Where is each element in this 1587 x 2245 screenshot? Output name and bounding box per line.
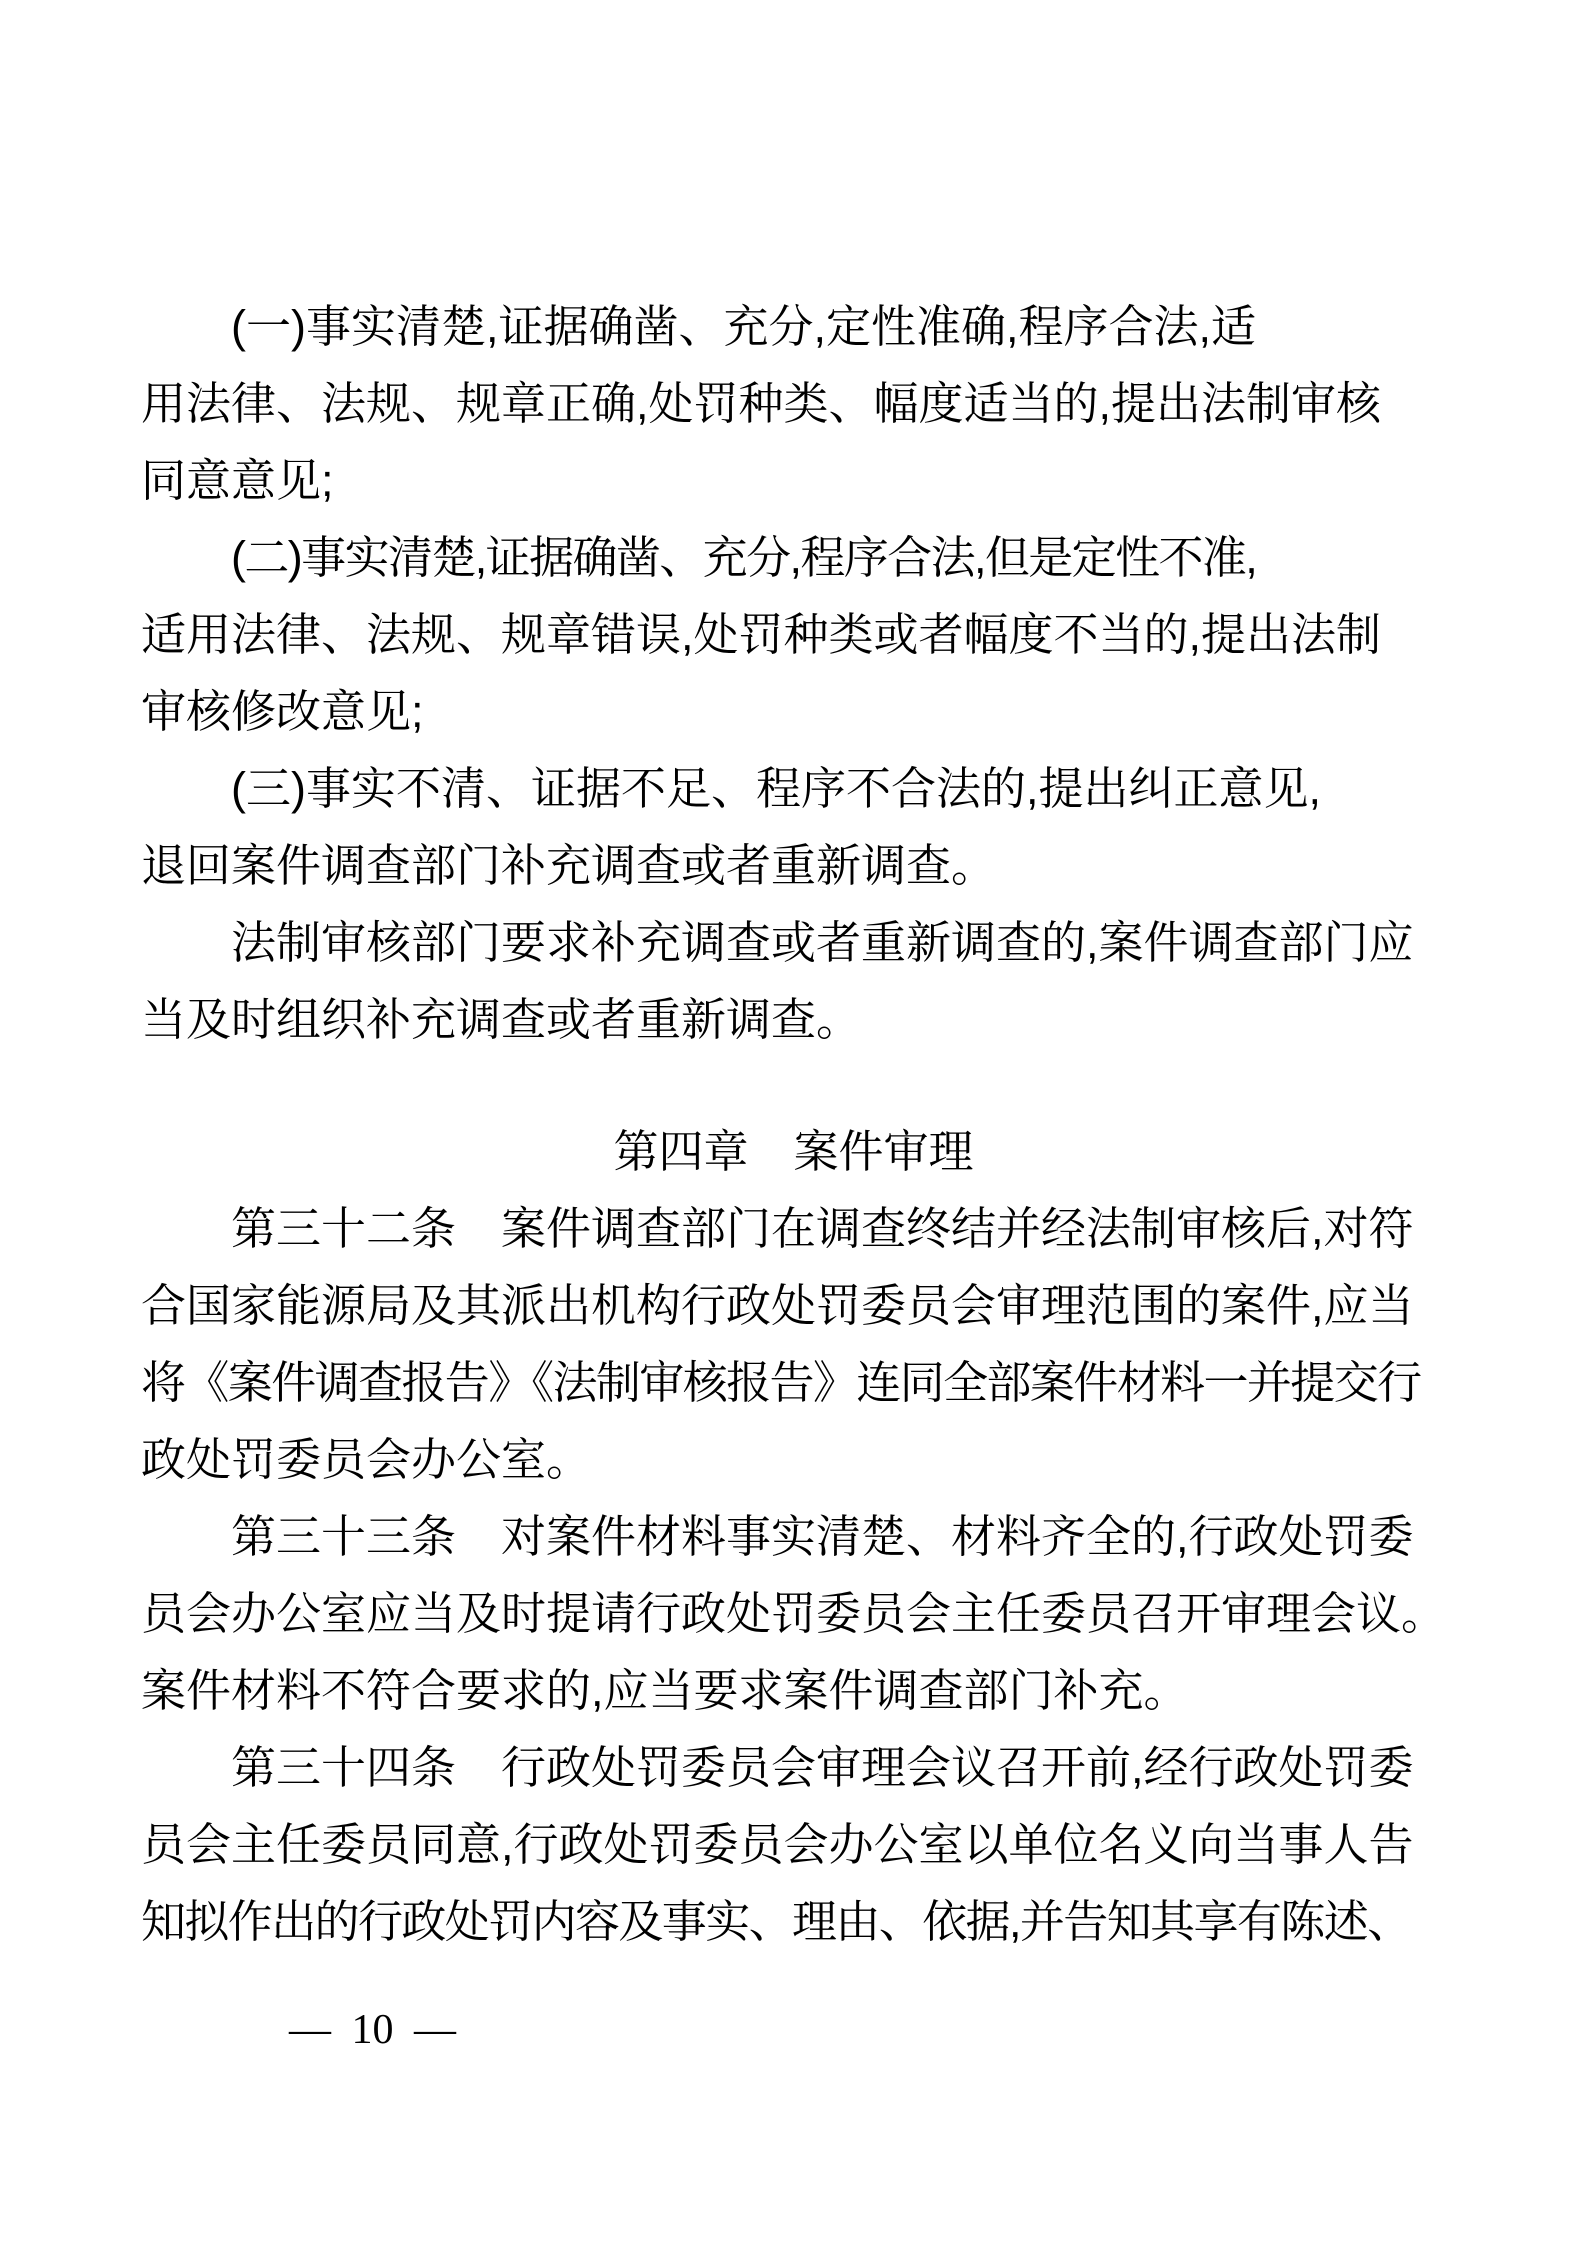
- text-line: 第三十二条 案件调查部门在调查终结并经法制审核后,对符: [231, 1203, 1414, 1254]
- document-body: [141, 288, 1446, 1960]
- chapter-heading: 第四章 案件审理: [613, 1126, 974, 1177]
- text-line: 政处罚委员会办公室。: [141, 1434, 592, 1485]
- text-line: 合国家能源局及其派出机构行政处罚委员会审理范围的案件,应当: [141, 1280, 1414, 1331]
- text-line: 退回案件调查部门补充调查或者重新调查。: [141, 840, 997, 891]
- text-line: 知拟作出的行政处罚内容及事实、理由、依据,并告知其享有陈述、: [141, 1896, 1411, 1947]
- text-line: 第三十三条 对案件材料事实清楚、材料齐全的,行政处罚委: [231, 1511, 1414, 1562]
- text-line: 当及时组织补充调查或者重新调查。: [141, 994, 862, 1045]
- text-line: (一)事实清楚,证据确凿、充分,定性准确,程序合法,适: [231, 301, 1256, 352]
- page-number: — 10 —: [289, 2007, 456, 2053]
- text-line: 审核修改意见;: [141, 686, 424, 737]
- section-gap: [141, 1058, 1446, 1113]
- text-line: 法制审核部门要求补充调查或者重新调查的,案件调查部门应: [231, 917, 1414, 968]
- text-line: 第三十四条 行政处罚委员会审理会议召开前,经行政处罚委: [231, 1742, 1414, 1793]
- text-line: 同意意见;: [141, 455, 334, 506]
- text-line: 将《案件调查报告》《法制审核报告》连同全部案件材料一并提交行: [141, 1357, 1421, 1408]
- text-line: 员会主任委员同意,行政处罚委员会办公室以单位名义向当事人告: [141, 1819, 1414, 1870]
- text-line: 员会办公室应当及时提请行政处罚委员会主任委员召开审理会议。: [141, 1588, 1447, 1639]
- text-line: 适用法律、法规、规章错误,处罚种类或者幅度不当的,提出法制: [141, 609, 1382, 660]
- text-line: (三)事实不清、证据不足、程序不合法的,提出纠正意见,: [231, 763, 1321, 814]
- text-line: 用法律、法规、规章正确,处罚种类、幅度适当的,提出法制审核: [141, 378, 1382, 429]
- text-line: (二)事实清楚,证据确凿、充分,程序合法,但是定性不准,: [231, 532, 1257, 583]
- text-line: 案件材料不符合要求的,应当要求案件调查部门补充。: [141, 1665, 1189, 1716]
